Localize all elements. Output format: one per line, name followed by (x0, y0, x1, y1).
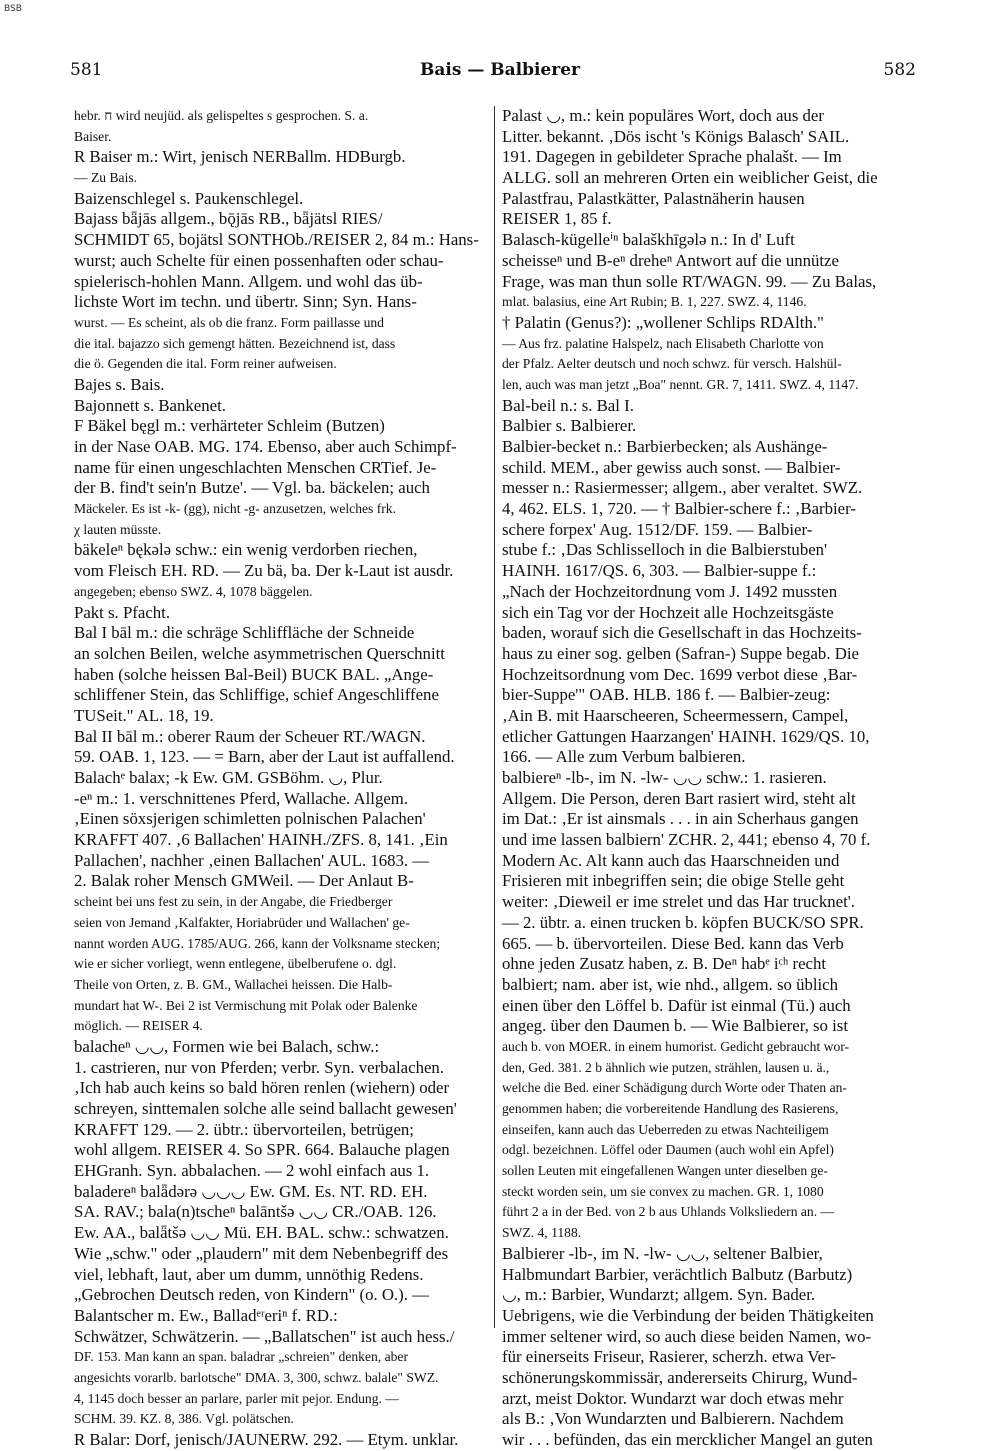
text-line: Balachᵉ balax; -k Ew. GM. GSBöhm. ◡, Plur. (74, 768, 383, 787)
text-line: und ime lassen balbiern' ZCHR. 2, 441; ebenso 4, 70 f. (502, 830, 871, 850)
text-line: wurst; auch Schelte für einen possenhaften oder schau- (74, 250, 444, 270)
text-line: REISER 1, 85 f. (502, 209, 612, 229)
text-line: balbiereⁿ -lb-, im N. -lw- ◡◡ schw.: 1. rasieren. (502, 768, 827, 787)
text-line: „Nach der Hochzeitordnung vom J. 1492 mussten (502, 581, 838, 601)
text-line: Balasch-kügelleⁱⁿ balaškhīgələ n.: In d' Luft (502, 230, 795, 250)
text-line: Frisieren mit inbegriffen sein; die obige Stelle geht (502, 871, 845, 891)
text-line: scheint bei uns fest zu sein, in der Angabe, die Friedberger (74, 894, 393, 910)
text-line: weiter: ‚Dieweil er ime strelet und das Har trucknet'. (502, 892, 855, 912)
text-line: KRAFFT 407. ‚6 Ballachen' HAINH./ZFS. 8, 141. ‚Ein (74, 830, 448, 850)
text-line: Theile von Orten, z. B. GM., Wallachei heissen. Die Halb- (74, 976, 393, 992)
text-line: mlat. balasius, eine Art Rubin; B. 1, 227. SWZ. 4, 1146. (502, 294, 807, 310)
text-line: angesichts vorarlb. barlotsche" DMA. 3, 300, schwz. balale" SWZ. (74, 1369, 439, 1385)
text-line: bier-Suppe'" OAB. HLB. 186 f. — Balbier-zeug: (502, 685, 831, 705)
text-line: ‚Ich hab auch keins so bald hören renlen (wiehern) oder (74, 1078, 450, 1098)
text-line: schreyen, sinttemalen solche alle seind ballacht gewesen' (74, 1099, 457, 1118)
text-line: ohne jeden Zusatz haben, z. B. Deⁿ habᵉ iᶜʰ recht (502, 954, 827, 974)
text-line: SCHMIDT 65, bojätsl SONTHOb./REISER 2, 84 m.: Hans- (74, 230, 479, 250)
text-line: Wie „schw." oder „plaudern" mit dem Nebenbegriff des (74, 1243, 449, 1263)
text-line: balacheⁿ ◡◡, Formen wie bei Balach, schw.: (74, 1036, 380, 1056)
text-line: schild. MEM., aber gewiss auch sonst. — Balbier- (502, 457, 841, 477)
text-line: baladereⁿ balǟdərə ◡◡◡ Ew. GM. Es. NT. RD. EH. (74, 1181, 428, 1201)
text-line: bäkeleⁿ bękələ schw.: ein wenig verdorben riechen, (74, 540, 418, 560)
text-line: Frage, was man thun solle RT/WAGN. 99. — Zu Balas, (502, 271, 877, 291)
text-line: 2. Balak roher Mensch GMWeil. — Der Anlaut B- (74, 871, 414, 891)
text-line: Uebrigens, wie die Verbindung der beiden Thätigkeiten (502, 1305, 874, 1325)
text-line: möglich. — REISER 4. (74, 1018, 203, 1034)
text-line: Bajass bǟjās allgem., bǭjās RB., bǟjätsl RIES/ (74, 209, 383, 229)
text-line: Baizenschlegel s. Paukenschlegel. (74, 188, 304, 208)
text-line: welche die Bed. einer Schädigung durch Worte oder Thaten an- (502, 1080, 847, 1096)
text-line: Allgem. Die Person, deren Bart rasiert wird, steht alt (502, 788, 856, 808)
text-line: Balbier-becket n.: Barbierbecken; als Aushänge- (502, 437, 828, 456)
text-line: Mäckeler. Es ist -k- (gg), nicht -g- anzusetzen, welches frk. (74, 501, 396, 517)
text-line: baden, worauf sich die Gesellschaft in das Hochzeits- (502, 623, 862, 643)
text-line: Palast ◡, m.: kein populäres Wort, doch aus der (502, 106, 824, 125)
text-line: sich ein Tag vor der Hochzeit alle Hochzeitsgäste (502, 602, 834, 622)
text-line: Halbmundart Barbier, verächtlich Balbutz (Barbutz) (502, 1264, 853, 1284)
text-line: haus zu einer sog. gelben (Safran-) Suppe begab. Die (502, 643, 859, 663)
text-line: Pallachen', nachher ‚einen Ballachen' AUL. 1683. — (74, 850, 430, 870)
text-line: 4, 462. ELS. 1, 720. — † Balbier-schere f.: ‚Barbier- (502, 499, 856, 519)
text-line: scheisseⁿ und B-eⁿ dreheⁿ Antwort auf die unnütze (502, 250, 839, 270)
text-line: den, Ged. 381. 2 b ähnlich wie putzen, strählen, lausen u. ä., (502, 1059, 830, 1075)
text-line: wir . . . befünden, das ein mercklicher Mangel an guten (502, 1430, 873, 1449)
right-column (502, 106, 917, 1449)
text-line: spielerisch-hohlen Mann. Allgem. und wohl das üb- (74, 271, 423, 291)
text-line: Bal II bāl m.: oberer Raum der Scheuer RT./WAGN. (74, 726, 426, 746)
text-line: in der Nase OAB. MG. 174. Ebenso, aber auch Schimpf- (74, 437, 457, 456)
text-line: auch b. von MOER. in einem humorist. Gedicht gebraucht wor- (502, 1038, 850, 1054)
text-line: vom Fleisch EH. RD. — Zu bä, ba. Der k-Laut ist ausdr. (74, 561, 454, 581)
text-line: als B.: ‚Von Wundarzten und Balbierern. Nachdem (502, 1409, 844, 1429)
text-line: Pakt s. Pfacht. (74, 602, 171, 622)
text-line: ALLG. soll an mehreren Orten ein weiblicher Geist, die (502, 168, 878, 188)
text-line: immer seltener wird, so auch diese beiden Namen, wo- (502, 1326, 872, 1346)
text-line: 191. Dagegen in gebildeter Sprache phalašt. — Im (502, 147, 842, 167)
text-line: wurst. — Es scheint, als ob die franz. Form paillasse und (74, 314, 384, 330)
text-line: schönerungskommissär, andererseits Chirurg, Wund- (502, 1367, 858, 1387)
text-line: ◡, m.: Barbier, Wundarzt; allgem. Syn. Bader. (502, 1285, 816, 1305)
text-line: 166. — Alle zum Verbum balbieren. (502, 747, 746, 767)
library-mark: BSB (4, 4, 22, 14)
text-line: Bajonnett s. Bankenet. (74, 395, 226, 415)
text-line: an solchen Beilen, welche asymmetrischen Querschnitt (74, 643, 445, 663)
text-line: Modern Ac. Alt kann auch das Haarschneiden und (502, 850, 840, 870)
text-line: schliffener Stein, das Schliffige, schief Angeschliffene (74, 685, 439, 705)
page-number-right: 582 (883, 60, 916, 80)
text-line: arzt, meist Doktor. Wundarzt war doch etwas mehr (502, 1388, 844, 1408)
text-line: Litter. bekannt. ‚Dös ischt 's Königs Balasch' SAIL. (502, 126, 850, 146)
text-line: R Baiser m.: Wirt, jenisch NERBallm. HDBurgb. (74, 147, 406, 167)
text-line: für einerseits Friseur, Rasierer, scherzh. etwa Ver- (502, 1347, 836, 1367)
text-line: mundart hat W-. Bei 2 ist Vermischung mit Polak oder Balenke (74, 997, 418, 1013)
text-line: SWZ. 4, 1188. (502, 1225, 582, 1241)
column-divider (494, 106, 495, 1328)
left-column (74, 106, 492, 1449)
text-line: EHGranh. Syn. abbalachen. — 2 wohl einfach aus 1. (74, 1161, 430, 1181)
text-line: SA. RAV.; bala(n)tscheⁿ balāntšə ◡◡ CR./OAB. 126. (74, 1202, 437, 1222)
text-line: Hochzeitsordnung vom Dec. 1699 verbot diese ‚Bar- (502, 664, 858, 684)
text-line: hebr. ח wird neujüd. als gelispeltes s gesprochen. S. a. (74, 108, 369, 123)
text-line: F Bäkel bęgl m.: verhärteter Schleim (Butzen) (74, 416, 385, 436)
text-line: führt 2 a in der Bed. von 2 b aus Uhlands Volksliedern an. — (502, 1204, 835, 1220)
text-line: 665. — b. übervorteilen. Diese Bed. kann das Verb (502, 933, 844, 953)
text-line: lichste Wort im techn. und übertr. Sinn; Syn. Hans- (74, 292, 417, 312)
text-line: haben (solche heissen Bal-Beil) BUCK BAL. „Ange- (74, 664, 434, 684)
text-line: ‚Einen söxsjerigen schimletten polnischen Palachen' (74, 809, 426, 829)
text-line: 4, 1145 doch besser an parlare, parler mit pejor. Endung. — (74, 1390, 399, 1406)
text-line: stube f.: ‚Das Schlisselloch in die Balbierstuben' (502, 540, 828, 560)
text-line: χ lauten müsste. (74, 521, 162, 537)
text-line: der Pfalz. Aelter deutsch und noch schwz. für versch. Halshül- (502, 356, 842, 372)
text-line: len, auch was man jetzt „Boa" nennt. GR. 7, 1411. SWZ. 4, 1147. (502, 376, 859, 392)
text-line: „Gebrochen Deutsch reden, von Kindern" (o. O.). — (74, 1285, 429, 1305)
text-line: Ew. AA., balǟtšə ◡◡ Mü. EH. BAL. schw.: schwatzen. (74, 1223, 449, 1243)
text-line: sollen Leuten mit eingefallenen Wangen unter dieselben ge- (502, 1163, 828, 1179)
text-line: Schwätzer, Schwätzerin. — „Ballatschen" ist auch hess./ (74, 1326, 455, 1346)
text-line: — Aus frz. palatine Halspelz, nach Elisabeth Charlotte von (502, 335, 824, 351)
text-line: seien von Jemand ‚Kalfakter, Horiabrüder und Wallachen' ge- (74, 914, 410, 930)
text-line: HAINH. 1617/QS. 6, 303. — Balbier-suppe f.: (502, 561, 817, 581)
text-line: genommen haben; die vorbereitende Handlung des Rasierens, (502, 1101, 839, 1116)
text-line: schere forpex' Aug. 1512/DF. 159. — Balbier- (502, 519, 813, 539)
text-line: balbiert; nam. aber ist, wie nhd., allgem. so üblich (502, 974, 839, 994)
text-line: DF. 153. Man kann an span. baladrar „schreien" denken, aber (74, 1349, 408, 1365)
text-line: -eⁿ m.: 1. verschnittenes Pferd, Wallache. Allgem. (74, 788, 409, 808)
text-line: † Palatin (Genus?): „wollener Schlips RDAlth." (502, 312, 824, 332)
text-line: messer n.: Rasiermesser; allgem., aber veraltet. SWZ. (502, 478, 863, 498)
text-line: 59. OAB. 1, 123. — = Barn, aber der Laut ist auffallend. (74, 747, 455, 767)
text-line: der B. find't sein'n Butze'. — Vgl. ba. bäckelen; auch (74, 478, 430, 498)
text-line: Bajes s. Bais. (74, 374, 165, 394)
text-line: Palastfrau, Palastkätter, Palastnäherin hausen (502, 188, 805, 208)
text-line: — 2. übtr. a. einen trucken b. köpfen BUCK/SO SPR. (502, 912, 864, 932)
text-line: R Balar: Dorf, jenisch/JAUNERW. 292. — Etym. unklar. (74, 1430, 459, 1449)
text-line: angeg. über den Daumen b. — Wie Balbierer, so ist (502, 1016, 848, 1036)
text-line: nannt worden AUG. 1785/AUG. 266, kann der Volksname stecken; (74, 935, 441, 951)
text-line: KRAFFT 129. — 2. übtr.: übervorteilen, betrügen; (74, 1119, 414, 1139)
text-line: etlicher Gattungen Haarzangen' HAINH. 1629/QS. 10, (502, 726, 870, 746)
text-line: einen über den Löffel b. Dafür ist einmal (Tü.) auch (502, 995, 851, 1015)
text-line: Balbier s. Balbierer. (502, 416, 637, 436)
text-line: steckt worden sein, um sie convex zu machen. GR. 1, 1080 (502, 1183, 824, 1199)
text-line: wohl allgem. REISER 4. So SPR. 664. Balauche plagen (74, 1140, 450, 1160)
text-line: SCHM. 39. KZ. 8, 386. Vgl. polätschen. (74, 1411, 294, 1427)
text-line: die ö. Gegenden die ital. Form reiner aufweisen. (74, 356, 337, 372)
text-line: name für einen ungeschlachten Menschen CRTief. Je- (74, 457, 437, 477)
text-line: — Zu Bais. (74, 170, 138, 186)
text-line: angegeben; ebenso SWZ. 4, 1078 bäggelen. (74, 583, 313, 599)
text-line: TUSeit." AL. 18, 19. (74, 705, 214, 725)
text-line: odgl. bezeichnen. Löffel oder Daumen (auch wohl ein Apfel) (502, 1142, 834, 1158)
text-line: einseifen, kann auch das Ueberreden zu etwas Nachteiligem (502, 1121, 829, 1137)
text-line: im Dat.: ‚Er ist ainsmals . . . in ain Scherhaus gangen (502, 809, 859, 829)
text-line: Bal I bāl m.: die schräge Schliffläche der Schneide (74, 623, 415, 643)
page-title: Bais — Balbierer (420, 60, 580, 80)
text-line: Bal-beil n.: s. Bal I. (502, 395, 634, 415)
text-line: ‚Ain B. mit Haarscheeren, Scheermessern, Campel, (502, 705, 849, 725)
text-line: wie er sicher vorliegt, wenn entlegene, übelberufene o. dgl. (74, 956, 397, 972)
page-header (0, 60, 1000, 90)
text-line: Balantscher m. Ew., Balladᵉʳeriⁿ f. RD.: (74, 1305, 338, 1325)
text-line: 1. castrieren, nur von Pferden; verbr. Syn. verbalachen. (74, 1057, 444, 1077)
text-line: Balbierer -lb-, im N. -lw- ◡◡, seltener Balbier, (502, 1243, 823, 1263)
page-number-left: 581 (70, 60, 103, 80)
text-line: Baiser. (74, 128, 112, 144)
text-line: viel, lebhaft, laut, aber um dumm, unnöthig Redens. (74, 1264, 424, 1284)
text-line: die ital. bajazzo sich gemengt hätten. Bezeichnend ist, dass (74, 335, 396, 351)
